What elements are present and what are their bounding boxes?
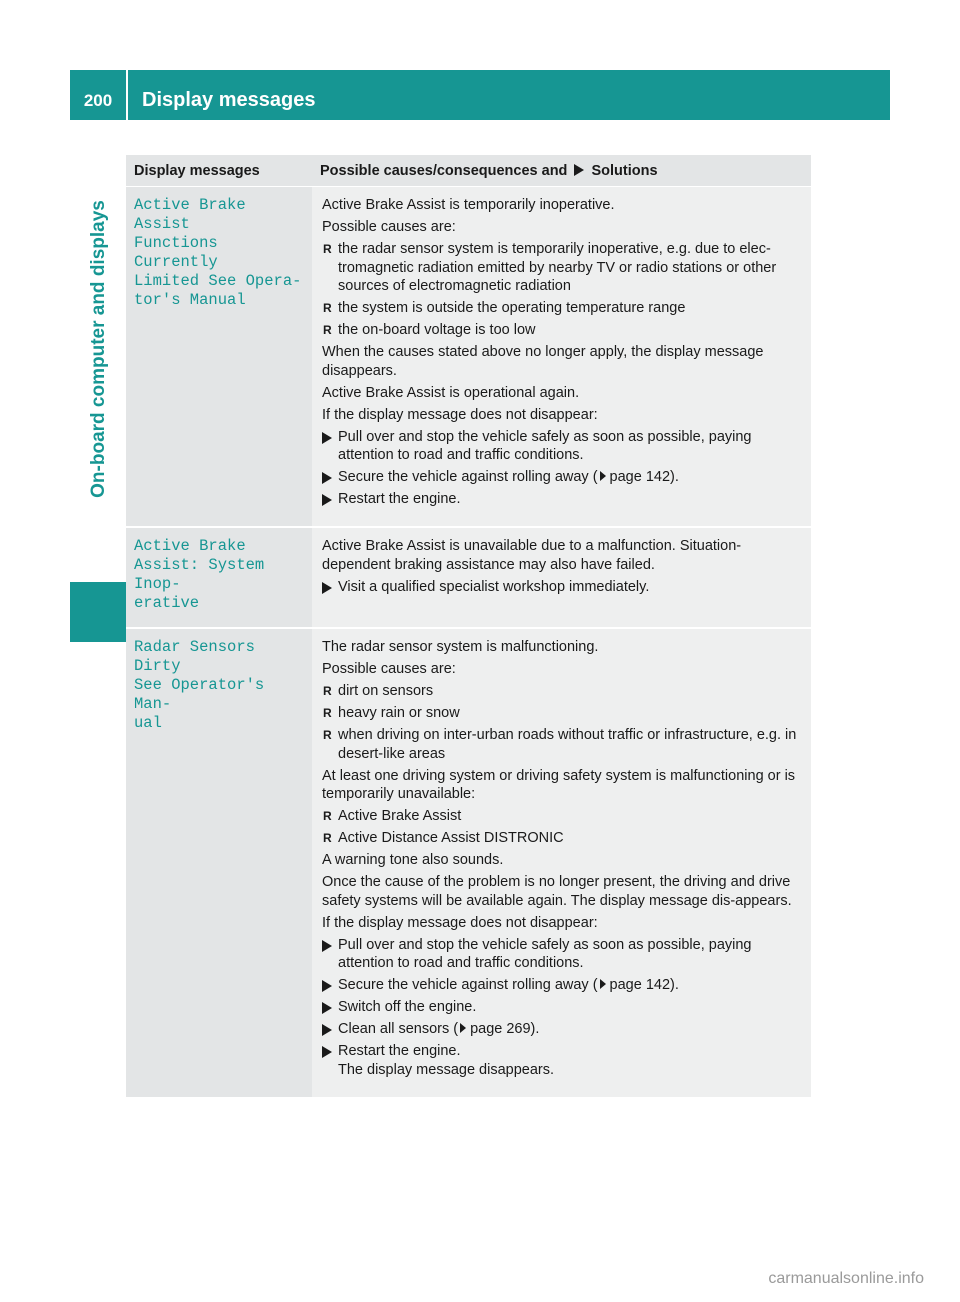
bullet-icon: R [323,831,332,845]
step-arrow-icon [322,1024,332,1036]
step-arrow-icon [322,1046,332,1058]
solution-cell [312,628,811,1098]
bullet-icon: R [323,301,332,315]
list-item: R Active Brake Assist [323,808,462,824]
list-item: R when driving on inter-urban roads without traffic or infrastructure, e.g. in desert-like areas [323,727,797,762]
page-title: Display messages [142,89,316,111]
solution-paragraph: Active Brake Assist is operational again. [322,384,580,401]
action-step: Pull over and stop the vehicle safely as soon as possible, paying attention to road and traffic conditions. [322,428,805,465]
page-reference-icon [600,471,606,481]
solution-paragraph: A warning tone also sounds. [322,852,504,868]
message-cell [126,527,312,628]
table-header-row [126,155,811,187]
bullet-icon: R [323,323,332,337]
column-header-causes: Possible causes/consequences and [320,162,568,179]
side-tab-label: On-board computer and displays [88,200,109,498]
solution-paragraph: If the display message does not disappear: [322,914,598,931]
action-step: Restart the engine. The display message disappears. [322,1042,805,1079]
list-item: R the system is outside the operating temperature range [323,300,686,316]
message-cell [126,628,312,1098]
solution-cell [312,527,811,628]
table-row [126,187,811,528]
list-item: R Active Distance Assist DISTRONIC [323,830,564,846]
solution-intro: The radar sensor system is malfunctioning. [322,639,599,655]
solution-cell [312,187,811,528]
page-reference-icon [460,1023,466,1033]
solution-paragraph: If the display message does not disappear: [322,406,598,423]
action-step: Clean all sensors ( page 269). [322,1020,805,1039]
bullet-icon: R [323,809,332,823]
display-message-text: Active Brake Assist: System Inop‐ erative [134,537,265,612]
table-row [126,628,811,1098]
step-arrow-icon [322,582,332,594]
header-divider [126,70,128,120]
list-item: R the on-board voltage is too low [323,322,536,338]
action-step: Secure the vehicle against rolling away ( page 142). [322,976,805,995]
page-reference-link[interactable]: page 142). [609,469,679,485]
action-step: Visit a qualified specialist workshop immediately. [322,578,805,597]
solutions-arrow-icon [574,164,584,176]
action-step: Secure the vehicle against rolling away ( page 142). [322,468,805,487]
action-step: Restart the engine. [322,490,805,509]
solution-intro: Active Brake Assist is temporarily inoperative. [322,197,615,213]
side-tab-marker [70,582,128,642]
solution-paragraph: When the causes stated above no longer apply, the display message disappears. [322,344,764,379]
column-header-solutions-label: Solutions [591,162,658,179]
causes-label: Possible causes are: [322,219,456,235]
step-arrow-icon [322,494,332,506]
list-item: R dirt on sensors [323,683,434,699]
step-arrow-icon [322,1002,332,1014]
page-number: 200 [83,91,113,110]
step-arrow-icon [322,432,332,444]
step-arrow-icon [322,472,332,484]
bullet-icon: R [323,684,332,698]
solution-paragraph: At least one driving system or driving safety system is malfunctioning or is temporarily unavailable: [322,767,796,802]
message-cell [126,187,312,528]
step-result: The display message disappears. [338,1061,555,1078]
page-reference-icon [600,979,606,989]
action-step: Switch off the engine. [322,998,805,1017]
list-item: R heavy rain or snow [323,705,460,721]
step-arrow-icon [322,980,332,992]
page-reference-link[interactable]: page 269). [470,1021,540,1037]
display-messages-table [126,155,811,1099]
column-header-solutions [312,155,811,187]
list-item: R the radar sensor system is temporarily inoperative, e.g. due to elec-tromagnetic radiation emitted by nearby TV or radio stations or other sources of electromagnetic radiation [323,241,777,294]
bullet-icon: R [323,242,332,256]
bullet-icon: R [323,728,332,742]
display-message-text: Radar Sensors Dirty See Operator's Man‐ ual [134,638,265,732]
bullet-icon: R [323,706,332,720]
causes-label: Possible causes are: [322,661,456,677]
solution-paragraph: Once the cause of the problem is no longer present, the driving and drive safety systems will be available again. The display message dis-appears. [322,874,792,909]
table-row [126,527,811,628]
page-reference-link[interactable]: page 142). [609,977,679,993]
solution-intro: Active Brake Assist is unavailable due to a malfunction. Situation-dependent braking assistance may also have failed. [322,538,742,573]
page-header [70,70,890,120]
watermark: carmanualsonline.info [768,1270,924,1287]
action-step: Pull over and stop the vehicle safely as soon as possible, paying attention to road and traffic conditions. [322,936,805,973]
display-message-text: Active Brake Assist Functions Currently Limited See Opera‐ tor's Manual [134,196,302,309]
column-header-messages: Display messages [126,155,312,187]
step-arrow-icon [322,940,332,952]
